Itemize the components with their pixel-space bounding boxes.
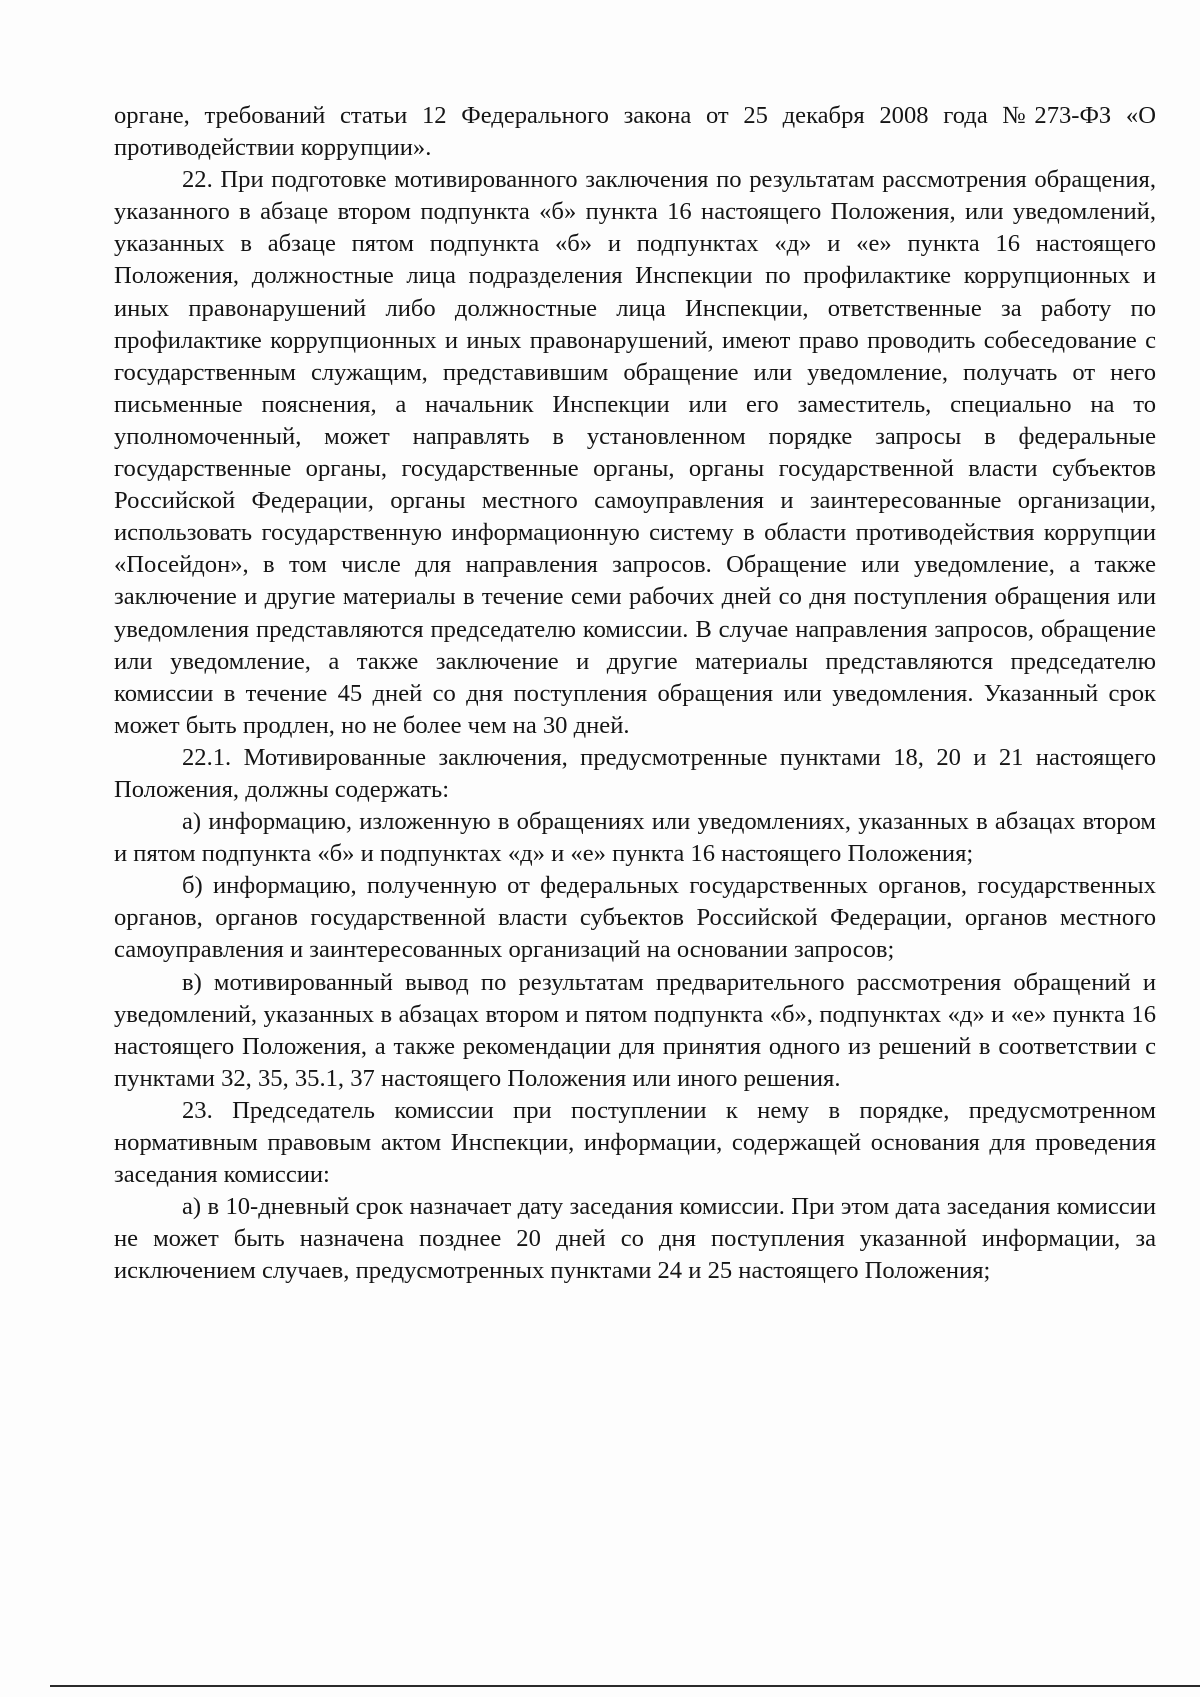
- paragraph-item-22-1: 22.1. Мотивированные заключения, предусмотренные пунктами 18, 20 и 21 настоящего Положения, должны содержать:: [114, 743, 1156, 803]
- paragraph-subitem-b: б) информацию, полученную от федеральных государственных органов, государственных органов, органов государственной власти субъектов Российской Федерации, органов местного самоуправления и заинтересованных организаций на основании запросов;: [114, 872, 1156, 964]
- page-bottom-rule: [50, 1685, 1200, 1687]
- paragraph-subitem-a: а) информацию, изложенную в обращениях или уведомлениях, указанных в абзацах втором и пятом подпункта «б» и подпунктах «д» и «е» пункта 16 настоящего Положения;: [114, 808, 1156, 868]
- paragraph-subitem-v: в) мотивированный вывод по результатам предварительного рассмотрения обращений и уведомлений, указанных в абзацах втором и пятом подпункта «б», подпунктах «д» и «е» пункта 16 настоящего Положения, а также рекомендации для принятия одного из решений в соответствии с пунктами 32, 35, 35.1, 37 настоящего Положения или иного решения.: [114, 968, 1156, 1092]
- paragraph-item-23: 23. Председатель комиссии при поступлении к нему в порядке, предусмотренном нормативным правовым актом Инспекции, информации, содержащей основания для проведения заседания комиссии:: [114, 1096, 1156, 1189]
- paragraph-item-23-a: а) в 10-дневный срок назначает дату заседания комиссии. При этом дата заседания комиссии не может быть назначена позднее 20 дней со дня поступления указанной информации, за исключением случаев, предусмотренных пунктами 24 и 25 настоящего Положения;: [114, 1193, 1156, 1285]
- paragraph-item-22: 22. При подготовке мотивированного заключения по результатам рассмотрения обращения, указанного в абзаце втором подпункта «б» пункта 16 настоящего Положения, или уведомлений, указанных в абзаце пятом подпункта «б» и подпунктах «д» и «е» пункта 16 настоящего Положения, должностные лица подразделения Инспекции по профилактике коррупционных и иных правонарушений либо должностные лица Инспекции, ответственные за работу по профилактике коррупционных и иных правонарушений, имеют право проводить собеседование с государственным служащим, представившим обращение или уведомление, получать от него письменные пояснения, а начальник Инспекции или его заместитель, специально на то уполномоченный, может направлять в установленном порядке запросы в федеральные государственные органы, государственные органы, органы государственной власти субъектов Российской Федерации, органы местного самоуправления и заинтересованные организации, использовать государственную информационную систему в области противодействия коррупции «Посейдон», в том числе для направления запросов. Обращение или уведомление, а также заключение и другие материалы в течение семи рабочих дней со дня поступления обращения или уведомления представляются председателю комиссии. В случае направления запросов, обращение или уведомление, а также заключение и другие материалы представляются председателю комиссии в течение 45 дней со дня поступления обращения или уведомления. Указанный срок может быть продлен, но не более чем на 30 дней.: [114, 166, 1156, 739]
- paragraph-continuation: органе, требований статьи 12 Федерального закона от 25 декабря 2008 года №273-ФЗ «О противодействии коррупции».: [114, 102, 1156, 162]
- document-body: [114, 100, 1156, 1287]
